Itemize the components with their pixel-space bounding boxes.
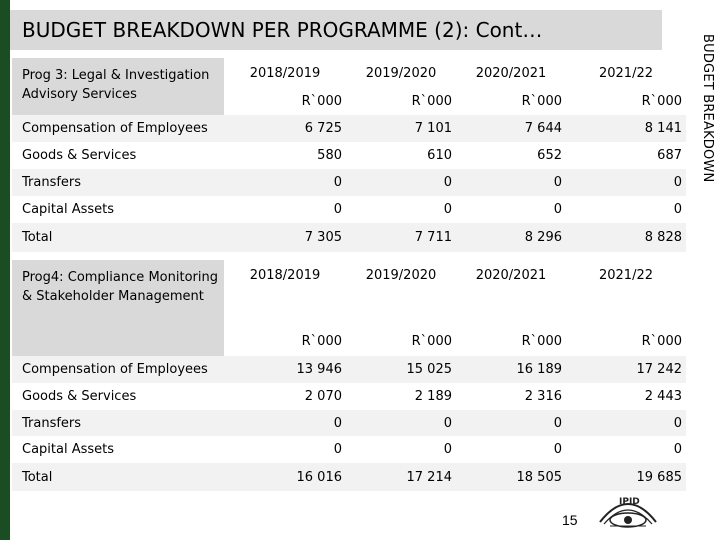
year-header: 2019/2020 <box>365 268 437 283</box>
cell-value: 2 316 <box>524 389 562 404</box>
cell-value: 6 725 <box>224 115 346 142</box>
cell-value: 652 <box>537 148 562 163</box>
table-row <box>12 383 686 410</box>
cell-value: 17 214 <box>346 463 456 491</box>
table-total-row <box>12 223 686 252</box>
unit-label: R`000 <box>301 333 342 349</box>
cell-value: 0 <box>443 202 452 217</box>
row-label: Compensation of Employees <box>12 356 224 383</box>
year-header: 2018/2019 <box>249 66 321 81</box>
cell-value: 7 644 <box>456 115 566 142</box>
cell-value: 8 296 <box>456 223 566 252</box>
cell-value: 7 101 <box>346 115 456 142</box>
row-label: Goods & Services <box>22 389 137 404</box>
unit-label: R`000 <box>641 94 682 109</box>
cell-value: 0 <box>456 410 566 436</box>
table-row <box>12 356 686 383</box>
cell-value: 17 242 <box>566 356 686 383</box>
cell-value: 687 <box>657 148 682 163</box>
programme4-name: Prog4: Compliance Monitoring & Stakeholder Management <box>12 260 224 356</box>
cell-value: 8 141 <box>566 115 686 142</box>
unit-label: R`000 <box>521 333 562 349</box>
table-row <box>12 436 686 463</box>
table-row <box>12 169 686 196</box>
side-tab <box>680 0 720 540</box>
row-label: Total <box>12 463 224 491</box>
cell-value: 0 <box>443 442 452 457</box>
cell-value: 0 <box>333 202 342 217</box>
cell-value: 0 <box>224 410 346 436</box>
side-label: BUDGET BREAKDOWN <box>700 34 715 183</box>
table-header-row <box>12 260 686 326</box>
slide-title: BUDGET BREAKDOWN PER PROGRAMME (2): Cont… <box>10 10 662 50</box>
programme3-table <box>12 58 686 252</box>
cell-value: 0 <box>346 169 456 196</box>
unit-label: R`000 <box>411 94 452 109</box>
row-label: Capital Assets <box>22 202 115 217</box>
year-header: 2020/2021 <box>475 66 547 81</box>
cell-value: 16 189 <box>456 356 566 383</box>
cell-value: 19 685 <box>566 463 686 491</box>
unit-label: R`000 <box>411 333 452 349</box>
cell-value: 0 <box>553 202 562 217</box>
cell-value: 0 <box>333 442 342 457</box>
cell-value: 18 505 <box>456 463 566 491</box>
row-label: Capital Assets <box>22 442 115 457</box>
table-row <box>12 410 686 436</box>
programme3-name: Prog 3: Legal & Investigation Advisory Services <box>12 58 224 115</box>
row-label: Compensation of Employees <box>12 115 224 142</box>
cell-value: 580 <box>317 148 342 163</box>
unit-label: R`000 <box>521 94 562 109</box>
table-header-row <box>12 58 686 88</box>
year-header: 2021/22 <box>598 66 653 81</box>
cell-value: 0 <box>553 442 562 457</box>
cell-value: 0 <box>566 169 686 196</box>
table-total-row <box>12 463 686 491</box>
cell-value: 2 189 <box>414 389 452 404</box>
page-number: 15 <box>562 512 578 528</box>
cell-value: 2 443 <box>644 389 682 404</box>
year-header: 2019/2020 <box>365 66 437 81</box>
cell-value: 0 <box>346 410 456 436</box>
cell-value: 8 828 <box>566 223 686 252</box>
row-label: Transfers <box>12 410 224 436</box>
cell-value: 7 711 <box>346 223 456 252</box>
row-label: Transfers <box>12 169 224 196</box>
row-label: Goods & Services <box>22 148 137 163</box>
ipid-logo-icon <box>596 492 660 532</box>
unit-label: R`000 <box>641 333 682 349</box>
cell-value: 7 305 <box>224 223 346 252</box>
cell-value: 0 <box>566 410 686 436</box>
table-row <box>12 115 686 142</box>
cell-value: 16 016 <box>224 463 346 491</box>
cell-value: 15 025 <box>346 356 456 383</box>
year-header: 2021/22 <box>598 268 653 283</box>
unit-label: R`000 <box>301 94 342 109</box>
cell-value: 0 <box>456 169 566 196</box>
cell-value: 0 <box>224 169 346 196</box>
cell-value: 13 946 <box>224 356 346 383</box>
cell-value: 0 <box>673 202 682 217</box>
programme4-table <box>12 260 686 491</box>
cell-value: 2 070 <box>304 389 342 404</box>
row-label: Total <box>12 223 224 252</box>
cell-value: 610 <box>427 148 452 163</box>
table-row <box>12 196 686 223</box>
cell-value: 0 <box>673 442 682 457</box>
year-header: 2020/2021 <box>475 268 547 283</box>
year-header: 2018/2019 <box>249 268 321 283</box>
svg-text:IPID: IPID <box>619 497 640 507</box>
table-row <box>12 142 686 169</box>
